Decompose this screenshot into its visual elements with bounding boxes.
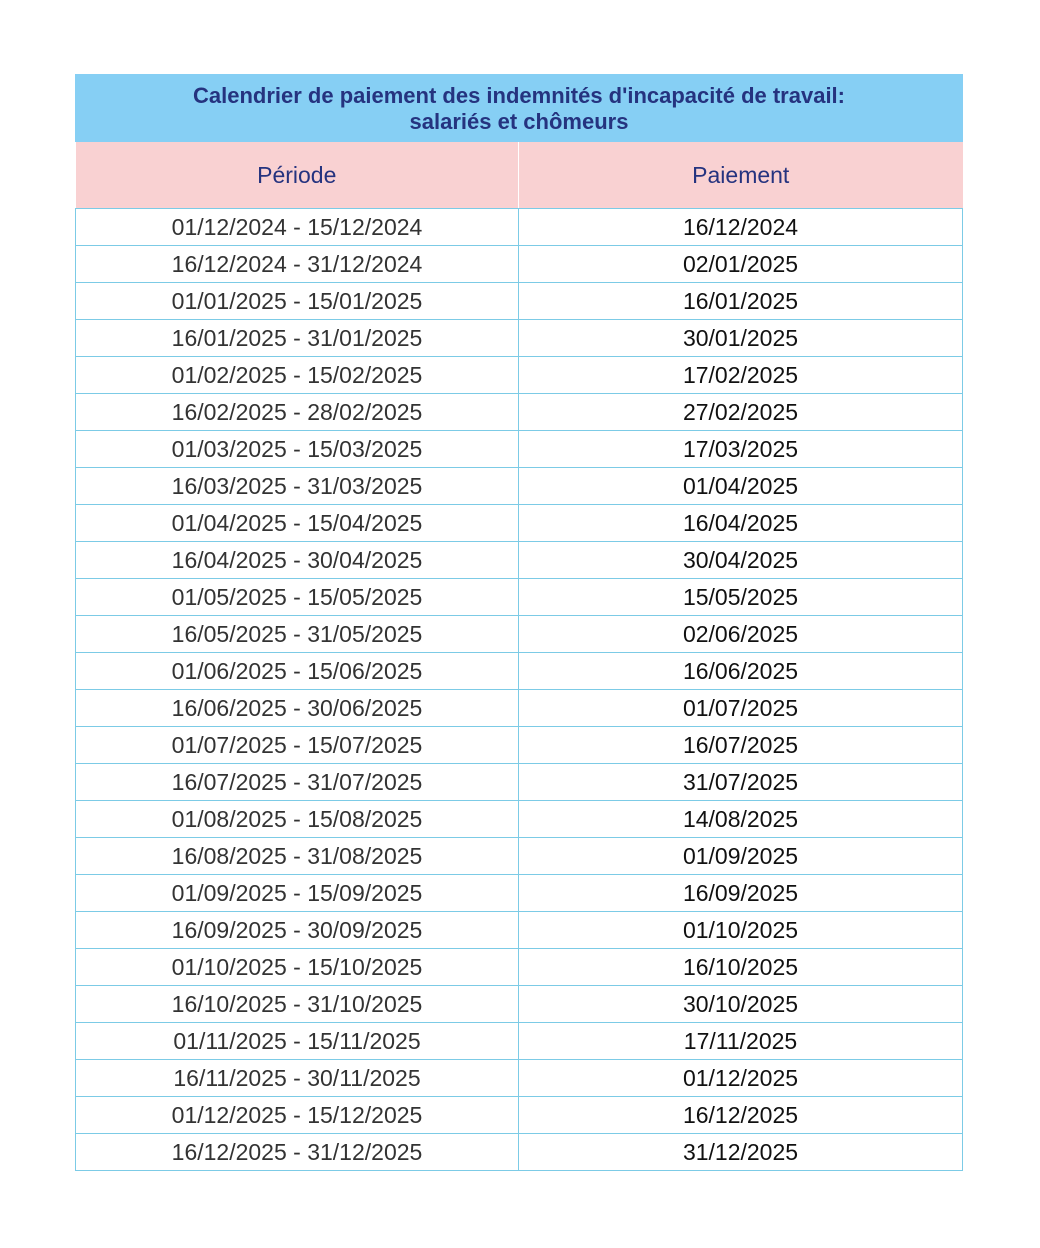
period-cell: 01/11/2025 - 15/11/2025	[76, 1023, 519, 1060]
payment-date-cell: 14/08/2025	[519, 801, 963, 838]
payment-date-cell: 01/10/2025	[519, 912, 963, 949]
payment-date-cell: 01/04/2025	[519, 468, 963, 505]
table-row	[76, 912, 963, 949]
table-row	[76, 986, 963, 1023]
table-row	[76, 1097, 963, 1134]
payment-date-cell: 02/01/2025	[519, 246, 963, 283]
table-row	[76, 838, 963, 875]
period-cell: 01/09/2025 - 15/09/2025	[76, 875, 519, 912]
header-row	[76, 142, 963, 209]
table-row	[76, 320, 963, 357]
period-cell: 01/04/2025 - 15/04/2025	[76, 505, 519, 542]
table-row	[76, 468, 963, 505]
period-cell: 16/12/2025 - 31/12/2025	[76, 1134, 519, 1171]
payment-date-cell: 30/04/2025	[519, 542, 963, 579]
payment-date-cell: 17/02/2025	[519, 357, 963, 394]
payment-date-cell: 16/12/2024	[519, 209, 963, 246]
period-cell: 01/07/2025 - 15/07/2025	[76, 727, 519, 764]
table-row	[76, 616, 963, 653]
table-row	[76, 653, 963, 690]
period-cell: 01/02/2025 - 15/02/2025	[76, 357, 519, 394]
column-header-period: Période	[76, 142, 519, 209]
table-row	[76, 542, 963, 579]
table-row	[76, 394, 963, 431]
payment-date-cell: 15/05/2025	[519, 579, 963, 616]
period-cell: 01/01/2025 - 15/01/2025	[76, 283, 519, 320]
payment-date-cell: 01/09/2025	[519, 838, 963, 875]
payment-date-cell: 16/10/2025	[519, 949, 963, 986]
period-cell: 16/06/2025 - 30/06/2025	[76, 690, 519, 727]
table-row	[76, 875, 963, 912]
period-cell: 16/07/2025 - 31/07/2025	[76, 764, 519, 801]
table-row	[76, 727, 963, 764]
table-row	[76, 431, 963, 468]
payment-calendar-table	[75, 74, 963, 1171]
payment-date-cell: 16/06/2025	[519, 653, 963, 690]
period-cell: 01/08/2025 - 15/08/2025	[76, 801, 519, 838]
table-row	[76, 505, 963, 542]
period-cell: 01/05/2025 - 15/05/2025	[76, 579, 519, 616]
payment-date-cell: 16/12/2025	[519, 1097, 963, 1134]
payment-date-cell: 17/11/2025	[519, 1023, 963, 1060]
payment-date-cell: 01/12/2025	[519, 1060, 963, 1097]
payment-date-cell: 16/01/2025	[519, 283, 963, 320]
title-row	[76, 75, 963, 142]
table-title-line-2: salariés et chômeurs	[409, 109, 629, 134]
period-cell: 16/08/2025 - 31/08/2025	[76, 838, 519, 875]
table-row	[76, 801, 963, 838]
table-row	[76, 357, 963, 394]
table-row	[76, 209, 963, 246]
table-row	[76, 690, 963, 727]
period-cell: 01/03/2025 - 15/03/2025	[76, 431, 519, 468]
table-title-line-1: Calendrier de paiement des indemnités d'incapacité de travail:	[193, 83, 845, 108]
table-row	[76, 283, 963, 320]
period-cell: 16/01/2025 - 31/01/2025	[76, 320, 519, 357]
period-cell: 16/03/2025 - 31/03/2025	[76, 468, 519, 505]
payment-date-cell: 16/07/2025	[519, 727, 963, 764]
period-cell: 16/09/2025 - 30/09/2025	[76, 912, 519, 949]
table-row	[76, 764, 963, 801]
table-body	[76, 209, 963, 1171]
period-cell: 01/10/2025 - 15/10/2025	[76, 949, 519, 986]
table-title	[76, 75, 963, 142]
payment-date-cell: 30/10/2025	[519, 986, 963, 1023]
payment-date-cell: 16/09/2025	[519, 875, 963, 912]
period-cell: 01/12/2025 - 15/12/2025	[76, 1097, 519, 1134]
payment-date-cell: 30/01/2025	[519, 320, 963, 357]
period-cell: 16/04/2025 - 30/04/2025	[76, 542, 519, 579]
period-cell: 16/05/2025 - 31/05/2025	[76, 616, 519, 653]
period-cell: 16/10/2025 - 31/10/2025	[76, 986, 519, 1023]
table-row	[76, 246, 963, 283]
period-cell: 16/02/2025 - 28/02/2025	[76, 394, 519, 431]
period-cell: 16/12/2024 - 31/12/2024	[76, 246, 519, 283]
payment-date-cell: 17/03/2025	[519, 431, 963, 468]
payment-date-cell: 31/12/2025	[519, 1134, 963, 1171]
period-cell: 01/12/2024 - 15/12/2024	[76, 209, 519, 246]
table-row	[76, 949, 963, 986]
payment-date-cell: 01/07/2025	[519, 690, 963, 727]
payment-date-cell: 16/04/2025	[519, 505, 963, 542]
table-row	[76, 579, 963, 616]
table-row	[76, 1060, 963, 1097]
payment-date-cell: 27/02/2025	[519, 394, 963, 431]
payment-date-cell: 02/06/2025	[519, 616, 963, 653]
payment-calendar	[75, 74, 962, 1171]
period-cell: 16/11/2025 - 30/11/2025	[76, 1060, 519, 1097]
payment-date-cell: 31/07/2025	[519, 764, 963, 801]
column-header-payment: Paiement	[519, 142, 963, 209]
table-row	[76, 1023, 963, 1060]
table-row	[76, 1134, 963, 1171]
period-cell: 01/06/2025 - 15/06/2025	[76, 653, 519, 690]
